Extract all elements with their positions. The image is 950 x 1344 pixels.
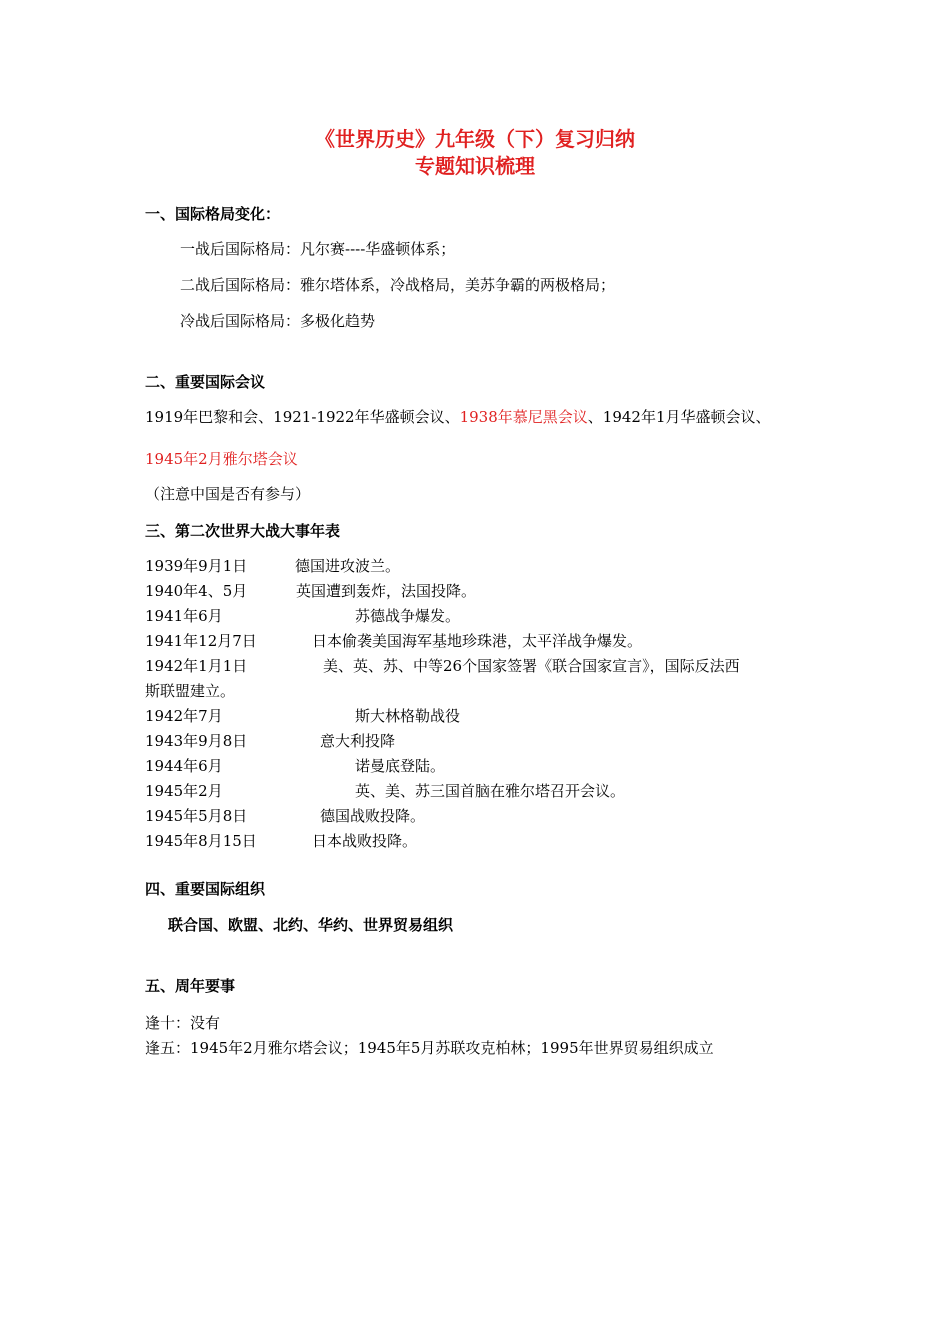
timeline-date: 1944年6月 <box>145 757 223 775</box>
conference-highlight: 1945年2月雅尔塔会议 <box>145 450 298 468</box>
timeline-event: 斯联盟建立。 <box>145 682 236 700</box>
section1-item: 二战后国际格局：雅尔塔体系，冷战格局，美苏争霸的两极格局； <box>180 276 616 294</box>
timeline-event: 苏德战争爆发。 <box>355 607 461 625</box>
timeline-event: 英、美、苏三国首脑在雅尔塔召开会议。 <box>355 782 626 800</box>
timeline-event: 诺曼底登陆。 <box>355 757 446 775</box>
conference-highlight: 1938年慕尼黑会议 <box>459 408 588 426</box>
timeline-event: 德国战败投降。 <box>320 807 426 825</box>
section2-note: （注意中国是否有参与） <box>145 485 311 503</box>
timeline-date: 1945年8月15日 <box>145 832 257 850</box>
conference-text: 1919年巴黎和会、1921-1922年华盛顿会议、 <box>145 408 460 426</box>
timeline-date: 1945年5月8日 <box>145 807 248 825</box>
timeline-event: 斯大林格勒战役 <box>355 707 461 725</box>
organization-list: 联合国、欧盟、北约、华约、世界贸易组织 <box>168 916 454 934</box>
timeline-event: 意大利投降 <box>320 732 396 750</box>
timeline-event: 英国遭到轰炸，法国投降。 <box>296 582 477 600</box>
anniversary-line: 逢五：1945年2月雅尔塔会议；1945年5月苏联攻克柏林；1995年世界贸易组织成立 <box>145 1039 714 1057</box>
timeline-event: 日本战败投降。 <box>312 832 418 850</box>
conference-text: 、1942年1月华盛顿会议、 <box>587 408 771 426</box>
section1-item: 冷战后国际格局：多极化趋势 <box>180 312 376 330</box>
timeline-date: 1940年4、5月 <box>145 582 248 600</box>
timeline-date: 1945年2月 <box>145 782 223 800</box>
timeline-event: 美、英、苏、中等26个国家签署《联合国家宣言》，国际反法西 <box>323 657 740 675</box>
timeline-event: 德国进攻波兰。 <box>295 557 401 575</box>
section5-heading: 五、周年要事 <box>145 977 236 995</box>
document-title: 《世界历史》九年级（下）复习归纳 <box>315 127 635 151</box>
timeline-date: 1939年9月1日 <box>145 557 248 575</box>
timeline-date: 1943年9月8日 <box>145 732 248 750</box>
section4-heading: 四、重要国际组织 <box>145 880 266 898</box>
anniversary-line: 逢十：没有 <box>145 1014 221 1032</box>
document-subtitle: 专题知识梳理 <box>415 154 535 178</box>
section3-heading: 三、第二次世界大战大事年表 <box>145 522 341 540</box>
timeline-event: 日本偷袭美国海军基地珍珠港，太平洋战争爆发。 <box>312 632 643 650</box>
section1-heading: 一、国际格局变化： <box>145 205 281 223</box>
section2-heading: 二、重要国际会议 <box>145 373 266 391</box>
timeline-date: 1941年6月 <box>145 607 223 625</box>
section1-item: 一战后国际格局：凡尔赛----华盛顿体系； <box>180 240 456 258</box>
conference-list-line1 <box>145 406 771 427</box>
timeline-date: 1942年1月1日 <box>145 657 248 675</box>
timeline-date: 1941年12月7日 <box>145 632 257 650</box>
timeline-date: 1942年7月 <box>145 707 223 725</box>
